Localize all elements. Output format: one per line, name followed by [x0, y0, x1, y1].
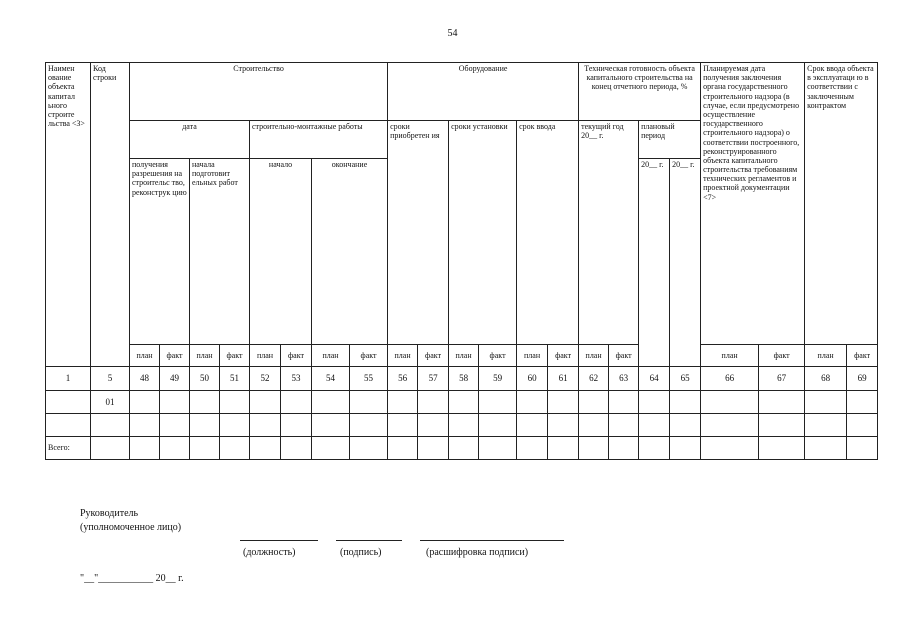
data-cell[interactable] — [609, 437, 639, 460]
data-cell[interactable] — [609, 391, 639, 414]
data-cell[interactable] — [847, 414, 878, 437]
data-cell[interactable] — [805, 437, 847, 460]
col-number: 55 — [350, 367, 388, 391]
data-cell[interactable] — [701, 414, 759, 437]
position-line[interactable] — [240, 540, 318, 541]
data-cell[interactable] — [160, 437, 190, 460]
sub-fact: факт — [548, 345, 579, 367]
sub-plan: план — [312, 345, 350, 367]
data-cell[interactable] — [759, 437, 805, 460]
data-cell[interactable] — [91, 414, 130, 437]
sub-plan: план — [449, 345, 479, 367]
col-number: 56 — [388, 367, 418, 391]
data-cell[interactable] — [670, 414, 701, 437]
sub-fact: факт — [281, 345, 312, 367]
col-number: 59 — [479, 367, 517, 391]
data-cell[interactable] — [701, 437, 759, 460]
col-number: 50 — [190, 367, 220, 391]
sub-fact: факт — [479, 345, 517, 367]
data-cell[interactable] — [190, 437, 220, 460]
signature-caption: (подпись) — [340, 547, 382, 558]
header-permit: получения разрешения на строительс тво, реконструк цию — [130, 159, 190, 345]
data-cell[interactable] — [479, 391, 517, 414]
decode-caption: (расшифровка подписи) — [426, 547, 529, 558]
signature-authorized: (уполномоченное лицо) — [80, 522, 182, 533]
col-number: 64 — [639, 367, 670, 391]
data-cell[interactable] — [130, 414, 160, 437]
col-number: 57 — [418, 367, 449, 391]
data-cell[interactable] — [190, 391, 220, 414]
sub-plan: план — [701, 345, 759, 367]
col-number: 68 — [805, 367, 847, 391]
data-cell[interactable] — [312, 414, 350, 437]
header-equipment: Оборудование — [388, 63, 579, 121]
sub-plan: план — [579, 345, 609, 367]
sub-fact: факт — [759, 345, 805, 367]
data-cell[interactable] — [805, 391, 847, 414]
header-prep-works: начала подготовит ельных работ — [190, 159, 250, 345]
header-permit-date: Планируемая дата получения заключения органа государственного строительного надзора (в случае, если предусмотрено осуществление государственного строительного надзора) о соответствии построенного, реконструированного объекта капитального строительства требованиям технических регламентов и проектной документации <7> — [701, 63, 805, 345]
col-number: 52 — [250, 367, 281, 391]
data-cell[interactable] — [548, 437, 579, 460]
header-readiness: Техническая готовность объекта капитального строительства на конец отчетного периода, % — [579, 63, 701, 121]
col-number: 60 — [517, 367, 548, 391]
col-number: 63 — [609, 367, 639, 391]
data-cell[interactable] — [312, 437, 350, 460]
data-cell[interactable] — [220, 414, 250, 437]
table-row — [46, 391, 878, 414]
data-cell[interactable] — [350, 437, 388, 460]
header-object-name: Наимен ование объекта капитал ьного строите льства <3> — [46, 63, 91, 367]
col-number: 1 — [46, 367, 91, 391]
col-number: 61 — [548, 367, 579, 391]
sub-fact: факт — [418, 345, 449, 367]
col-number: 49 — [160, 367, 190, 391]
data-cell[interactable] — [281, 391, 312, 414]
sub-fact: факт — [160, 345, 190, 367]
col-number: 67 — [759, 367, 805, 391]
data-cell[interactable] — [670, 437, 701, 460]
header-works: строительно-монтажные работы — [250, 121, 388, 159]
data-cell[interactable] — [670, 391, 701, 414]
sub-fact: факт — [847, 345, 878, 367]
col-number: 5 — [91, 367, 130, 391]
header-planned-period: плановый период — [639, 121, 701, 159]
data-cell[interactable] — [160, 391, 190, 414]
data-cell[interactable] — [639, 437, 670, 460]
data-cell[interactable] — [250, 437, 281, 460]
row-code-cell[interactable]: 01 — [91, 391, 130, 414]
header-year-2: 20__ г. — [670, 159, 701, 367]
data-cell[interactable] — [418, 437, 449, 460]
col-number: 69 — [847, 367, 878, 391]
report-table — [45, 62, 878, 460]
col-number: 54 — [312, 367, 350, 391]
sub-plan: план — [130, 345, 160, 367]
data-cell[interactable] — [517, 437, 548, 460]
data-cell[interactable] — [759, 414, 805, 437]
data-cell[interactable] — [579, 437, 609, 460]
data-cell[interactable] — [350, 391, 388, 414]
data-cell[interactable] — [639, 391, 670, 414]
data-cell[interactable] — [701, 391, 759, 414]
data-cell[interactable] — [250, 414, 281, 437]
header-installation: сроки установки — [449, 121, 517, 345]
data-cell[interactable] — [517, 414, 548, 437]
total-row — [46, 437, 878, 460]
data-cell[interactable] — [609, 414, 639, 437]
sub-plan: план — [805, 345, 847, 367]
signature-date: "__"___________ 20__ г. — [80, 573, 184, 584]
sub-plan: план — [190, 345, 220, 367]
sub-fact: факт — [350, 345, 388, 367]
data-cell[interactable] — [847, 437, 878, 460]
data-cell[interactable] — [220, 391, 250, 414]
table-row — [46, 414, 878, 437]
header-row-code: Код строки — [91, 63, 130, 367]
col-number: 66 — [701, 367, 759, 391]
data-cell[interactable] — [759, 391, 805, 414]
col-number: 65 — [670, 367, 701, 391]
data-cell[interactable] — [46, 414, 91, 437]
header-construction: Строительство — [130, 63, 388, 121]
data-cell[interactable] — [190, 414, 220, 437]
data-cell[interactable] — [548, 414, 579, 437]
data-cell[interactable] — [449, 414, 479, 437]
data-cell[interactable] — [449, 437, 479, 460]
col-number: 58 — [449, 367, 479, 391]
data-cell[interactable] — [579, 414, 609, 437]
data-cell[interactable] — [91, 437, 130, 460]
header-date: дата — [130, 121, 250, 159]
data-cell[interactable] — [388, 414, 418, 437]
data-cell[interactable] — [220, 437, 250, 460]
signature-line[interactable] — [336, 540, 402, 541]
data-cell[interactable] — [449, 391, 479, 414]
page-number: 54 — [447, 28, 458, 39]
signature-head: Руководитель — [80, 508, 139, 519]
data-cell[interactable] — [130, 391, 160, 414]
col-number: 53 — [281, 367, 312, 391]
data-cell[interactable] — [388, 437, 418, 460]
data-cell[interactable] — [479, 437, 517, 460]
col-number: 48 — [130, 367, 160, 391]
sub-plan: план — [388, 345, 418, 367]
data-cell[interactable] — [281, 414, 312, 437]
data-cell[interactable] — [579, 391, 609, 414]
header-start: начало — [250, 159, 312, 345]
data-cell[interactable] — [312, 391, 350, 414]
data-cell[interactable] — [479, 414, 517, 437]
header-end: окончание — [312, 159, 388, 345]
data-cell[interactable] — [160, 414, 190, 437]
data-cell[interactable] — [805, 414, 847, 437]
data-cell[interactable] — [639, 414, 670, 437]
header-year-1: 20__ г. — [639, 159, 670, 367]
header-commission-term: Срок ввода объекта в эксплуатаци ю в соответствии с заключенным контрактом — [805, 63, 878, 345]
header-current-year: текущий год 20__ г. — [579, 121, 639, 345]
data-cell[interactable] — [418, 391, 449, 414]
data-cell[interactable] — [46, 391, 91, 414]
sub-fact: факт — [609, 345, 639, 367]
data-cell[interactable] — [548, 391, 579, 414]
sub-fact: факт — [220, 345, 250, 367]
data-cell[interactable] — [517, 391, 548, 414]
position-caption: (должность) — [243, 547, 296, 558]
col-number: 51 — [220, 367, 250, 391]
decode-line[interactable] — [420, 540, 564, 541]
total-label: Всего: — [46, 437, 91, 460]
data-cell[interactable] — [418, 414, 449, 437]
col-number: 62 — [579, 367, 609, 391]
data-cell[interactable] — [250, 391, 281, 414]
header-commission: срок ввода — [517, 121, 579, 345]
data-cell[interactable] — [388, 391, 418, 414]
data-cell[interactable] — [281, 437, 312, 460]
sub-plan: план — [250, 345, 281, 367]
sub-plan: план — [517, 345, 548, 367]
data-cell[interactable] — [847, 391, 878, 414]
data-cell[interactable] — [350, 414, 388, 437]
data-cell[interactable] — [130, 437, 160, 460]
header-acquisition: сроки приобретен ия — [388, 121, 449, 345]
